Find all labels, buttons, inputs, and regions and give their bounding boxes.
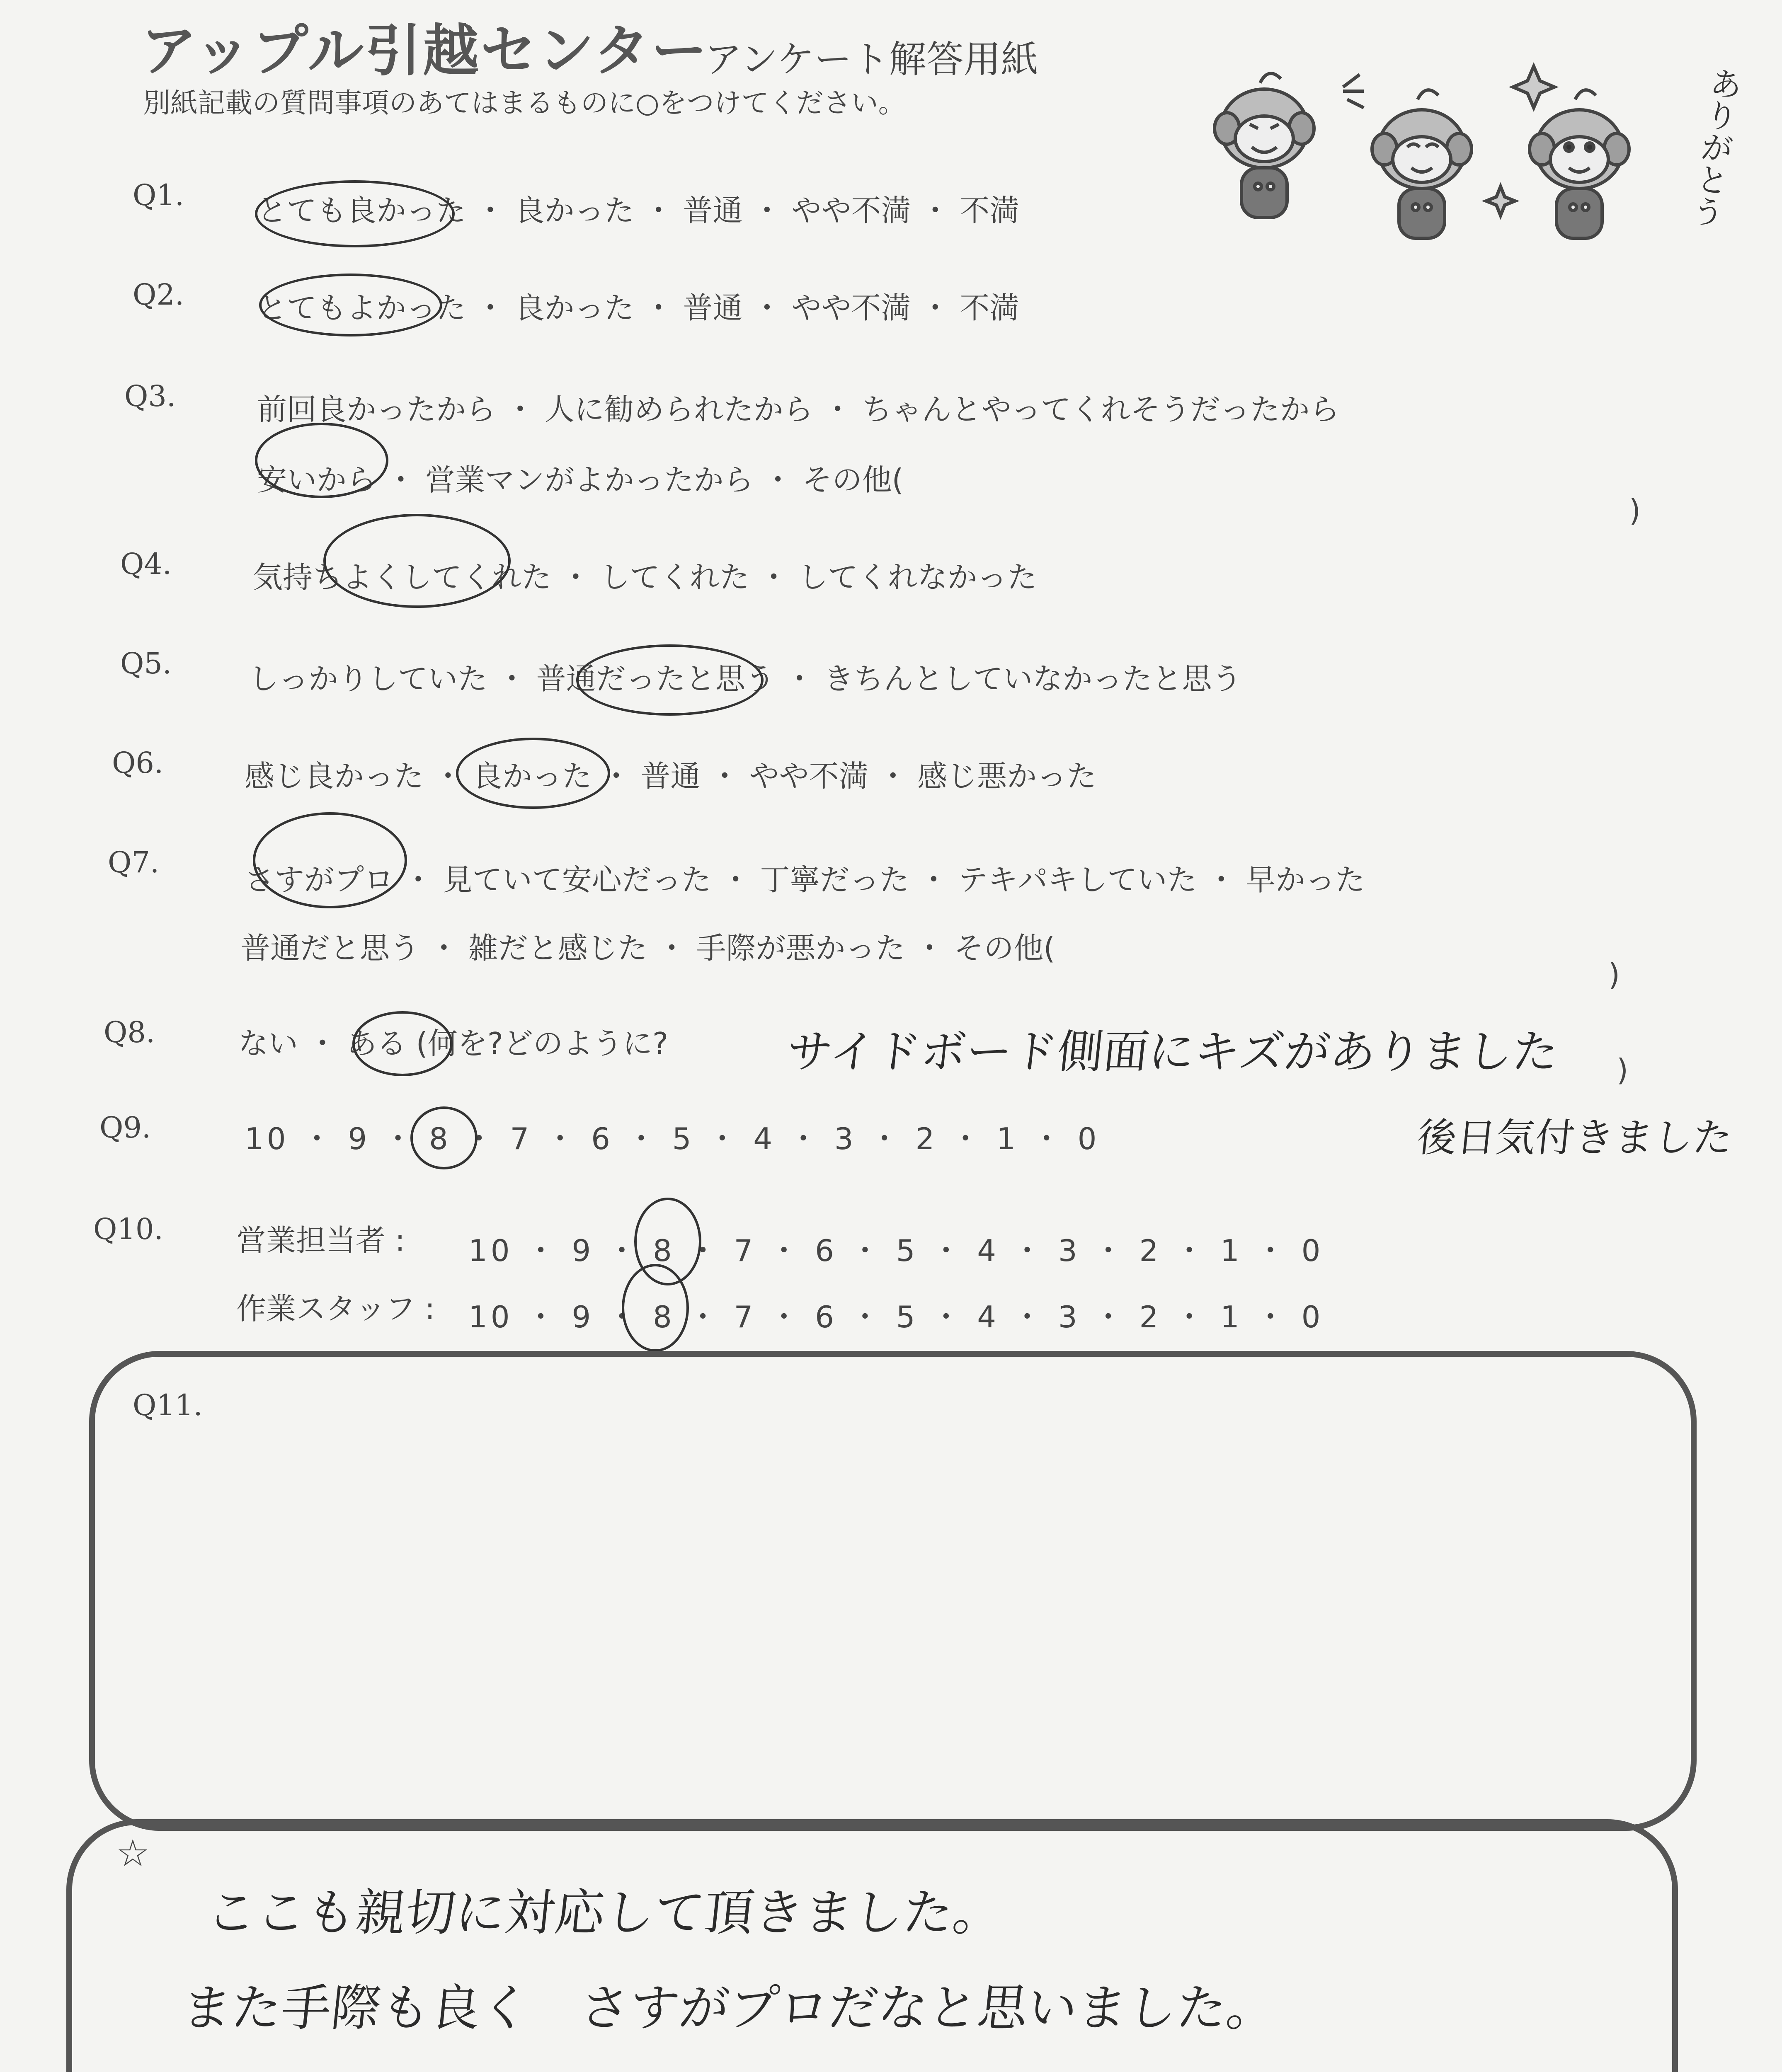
q1-options: とても良かった ・ 良かった ・ 普通 ・ やや不満 ・ 不満 bbox=[257, 193, 1020, 228]
q6-options: 感じ良かった ・ 良かった ・ 普通 ・ やや不満 ・ 感じ悪かった bbox=[245, 759, 1097, 794]
q4-options: 気持ちよくしてくれた ・ してくれた ・ してくれなかった bbox=[253, 560, 1037, 595]
q3-close-paren: ) bbox=[1629, 493, 1641, 528]
q8-handwritten-answer: サイドボード側面にキズがありました bbox=[784, 1025, 1561, 1078]
q5-answer-circle bbox=[576, 644, 764, 716]
q2-answer-circle bbox=[259, 274, 442, 336]
form-subtitle: アンケート解答用紙 bbox=[705, 38, 1038, 81]
q4-label: Q4. bbox=[120, 547, 172, 581]
instruction-text: 別紙記載の質問事項のあてはまるものに○をつけてください。 bbox=[143, 87, 906, 119]
q10-staff-answer-circle bbox=[622, 1264, 689, 1352]
q8-label: Q8. bbox=[104, 1015, 155, 1049]
comment-line-1: ここも親切に対応して頂きました。 bbox=[204, 1884, 1006, 1942]
q1-answer-circle bbox=[255, 180, 455, 247]
q10-sales-scale: 10 ・ 9 ・ 8 ・ 7 ・ 6 ・ 5 ・ 4 ・ 3 ・ 2 ・ 1 ・ 0 bbox=[468, 1233, 1324, 1268]
comment-line-2: また手際も良く さすがプロだなと思いました。 bbox=[179, 1980, 1280, 2037]
monkey-mascots-illustration bbox=[1169, 50, 1687, 283]
q1-label: Q1. bbox=[133, 178, 184, 212]
q6-answer-circle bbox=[456, 738, 610, 809]
q10-staff-label: 作業スタッフ : bbox=[236, 1291, 435, 1326]
q7-label: Q7. bbox=[108, 845, 160, 879]
q10-sales-label: 営業担当者 : bbox=[236, 1223, 405, 1258]
q4-answer-circle bbox=[323, 514, 511, 608]
q10-label: Q10. bbox=[93, 1212, 163, 1246]
q11-label: Q11. bbox=[133, 1388, 203, 1422]
q2-label: Q2. bbox=[133, 278, 184, 312]
q9-scale: 10 ・ 9 ・ 8 ・ 7 ・ 6 ・ 5 ・ 4 ・ 3 ・ 2 ・ 1 ・ 0 bbox=[245, 1121, 1100, 1156]
q7-answer-circle bbox=[253, 812, 407, 908]
q8-answer-circle bbox=[352, 1011, 453, 1076]
q3-label: Q3. bbox=[124, 379, 176, 413]
q9-answer-circle bbox=[410, 1106, 478, 1169]
q7-options-line1: さすがプロ ・ 見ていて安心だった ・ 丁寧だった ・ テキパキしていた ・ 早かった bbox=[245, 862, 1365, 897]
q11-comment-box bbox=[89, 1351, 1697, 1831]
star-icon: ☆ bbox=[116, 1832, 150, 1875]
q7-close-paren: ) bbox=[1608, 957, 1620, 992]
q9-label: Q9. bbox=[99, 1111, 151, 1145]
q10-staff-scale: 10 ・ 9 ・ 8 ・ 7 ・ 6 ・ 5 ・ 4 ・ 3 ・ 2 ・ 1 ・ 0 bbox=[468, 1300, 1324, 1334]
q5-label: Q5. bbox=[120, 646, 172, 680]
q3-answer-circle bbox=[255, 423, 388, 498]
q7-options-line2: 普通だと思う ・ 雑だと感じた ・ 手際が悪かった ・ その他( bbox=[240, 931, 1055, 966]
q8-options: ない ・ ある (何を?どのように? bbox=[238, 1026, 669, 1061]
q3-options-line1: 前回良かったから ・ 人に勧められたから ・ ちゃんとやってくれそうだったから bbox=[257, 392, 1340, 427]
q2-options: とてもよかった ・ 良かった ・ 普通 ・ やや不満 ・ 不満 bbox=[257, 290, 1020, 325]
q3-options-line2: 安いから ・ 営業マンがよかったから ・ その他( bbox=[257, 462, 904, 497]
q5-options: しっかりしていた ・ 普通だったと思う ・ きちんとしていなかったと思う bbox=[249, 661, 1242, 696]
q8-close-paren: ) bbox=[1617, 1053, 1629, 1087]
q6-label: Q6. bbox=[112, 746, 164, 780]
thanks-text: ありがとう bbox=[1685, 64, 1744, 230]
form-title: アップル引越センター bbox=[141, 18, 709, 83]
q8-handwritten-note: 後日気付きました bbox=[1415, 1115, 1735, 1161]
